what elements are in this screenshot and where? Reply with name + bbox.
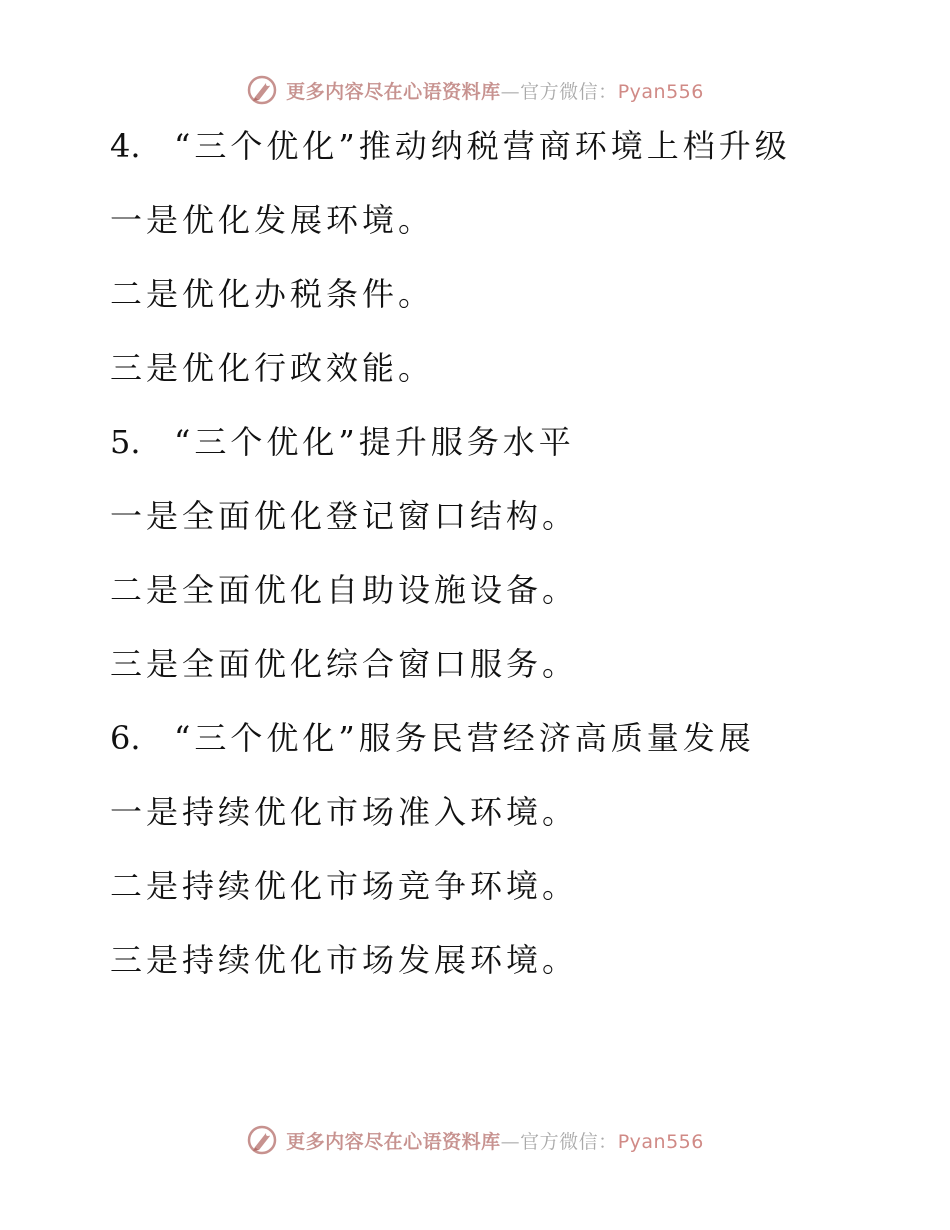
section-number: 4. (110, 127, 141, 165)
section-title: “三个优化”推动纳税营商环境上档升级 (174, 127, 791, 165)
footer-watermark (0, 1120, 950, 1160)
watermark-id: Pyan556 (617, 1130, 704, 1153)
section-number: 5. (110, 423, 141, 461)
watermark-label: 官方微信： (520, 1130, 618, 1153)
section-title: “三个优化”提升服务水平 (174, 423, 575, 461)
list-item: 三是优化行政效能。 (110, 349, 435, 387)
section-title: “三个优化”服务民营经济高质量发展 (174, 719, 755, 757)
watermark-text (286, 1127, 704, 1154)
section-heading (110, 422, 575, 462)
list-item: 一是优化发展环境。 (110, 201, 435, 239)
section-number: 6. (110, 719, 141, 757)
list-item: 三是持续优化市场发展环境。 (110, 941, 579, 979)
watermark-label: 官方微信： (520, 80, 618, 103)
list-item: 二是全面优化自助设施设备。 (110, 571, 579, 609)
pen-logo-icon (246, 1124, 278, 1156)
watermark-brand: 更多内容尽在心语资料库 (286, 1130, 501, 1153)
watermark-text (286, 77, 704, 104)
watermark-separator: — (500, 1130, 521, 1153)
list-item: 二是持续优化市场竞争环境。 (110, 867, 579, 905)
watermark-separator: — (500, 80, 521, 103)
pen-logo-icon (246, 74, 278, 106)
list-item: 三是全面优化综合窗口服务。 (110, 645, 579, 683)
list-item: 一是持续优化市场准入环境。 (110, 793, 579, 831)
watermark-id: Pyan556 (617, 80, 704, 103)
list-item: 二是优化办税条件。 (110, 275, 435, 313)
list-item: 一是全面优化登记窗口结构。 (110, 497, 579, 535)
header-watermark (0, 70, 950, 110)
watermark-brand: 更多内容尽在心语资料库 (286, 80, 501, 103)
section-heading (110, 126, 791, 166)
section-heading (110, 718, 755, 758)
